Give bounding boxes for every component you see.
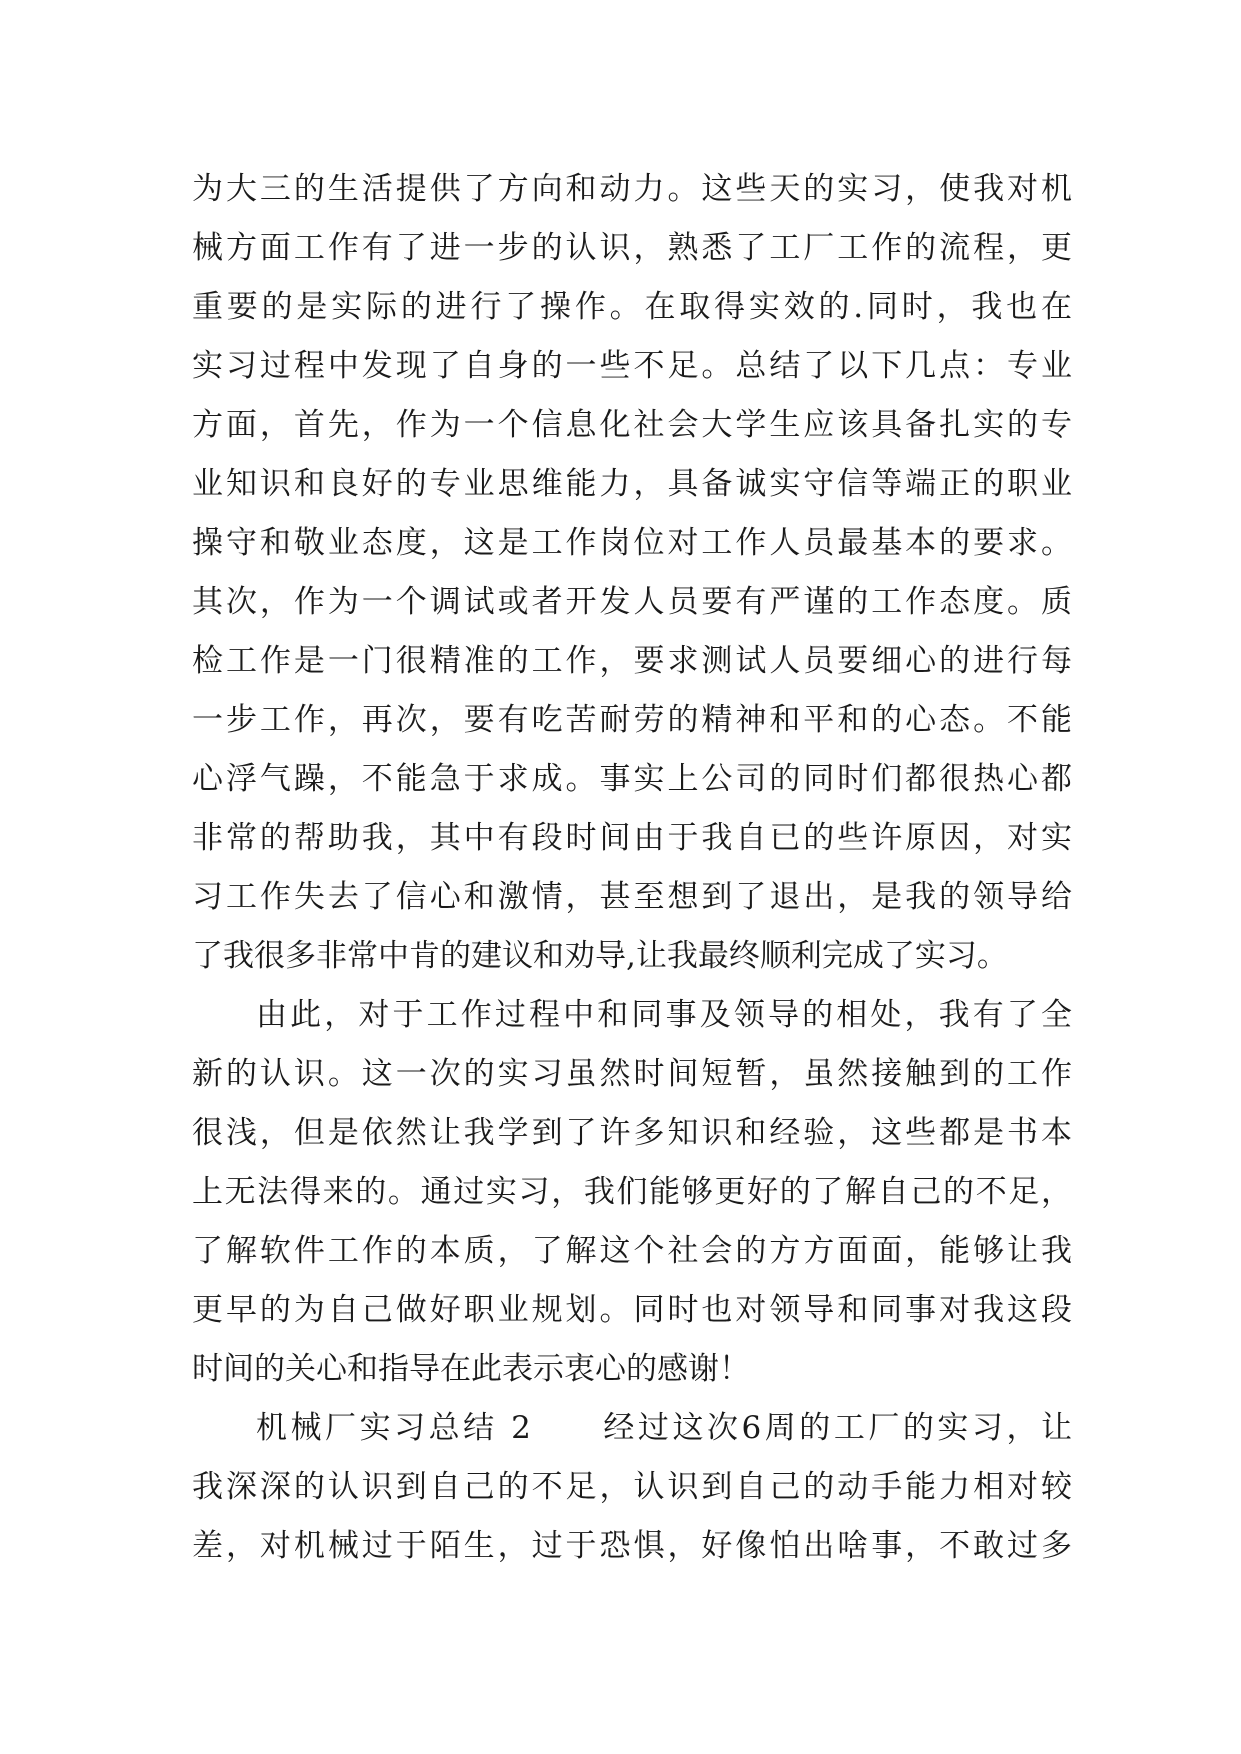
body-line: 机械厂实习总结 2 经过这次6周的工厂的实习，让 (256, 1410, 1072, 1446)
body-line: 更早的为自己做好职业规划。同时也对领导和同事对我这段 (192, 1292, 1072, 1328)
body-line: 检工作是一门很精准的工作，要求测试人员要细心的进行每 (192, 643, 1072, 679)
body-line: 一步工作，再次，要有吃苦耐劳的精神和平和的心态。不能 (192, 702, 1072, 738)
body-line: 上无法得来的。通过实习，我们能够更好的了解自己的不足， (192, 1174, 1072, 1210)
body-line: 操守和敬业态度，这是工作岗位对工作人员最基本的要求。 (192, 525, 1072, 561)
body-line: 方面，首先，作为一个信息化社会大学生应该具备扎实的专 (192, 407, 1072, 443)
body-line: 由此，对于工作过程中和同事及领导的相处，我有了全 (256, 997, 1072, 1033)
body-line: 械方面工作有了进一步的认识，熟悉了工厂工作的流程，更 (192, 230, 1072, 266)
body-line: 其次，作为一个调试或者开发人员要有严谨的工作态度。质 (192, 584, 1072, 620)
body-line: 重要的是实际的进行了操作。在取得实效的.同时，我也在 (192, 289, 1072, 325)
body-line: 我深深的认识到自己的不足，认识到自己的动手能力相对较 (192, 1469, 1072, 1505)
body-line: 心浮气躁，不能急于求成。事实上公司的同时们都很热心都 (192, 761, 1072, 797)
body-line: 实习过程中发现了自身的一些不足。总结了以下几点：专业 (192, 348, 1072, 384)
body-line: 差，对机械过于陌生，过于恐惧，好像怕出啥事，不敢过多 (192, 1528, 1072, 1564)
body-line: 非常的帮助我，其中有段时间由于我自已的些许原因，对实 (192, 820, 1072, 856)
body-line: 习工作失去了信心和激情，甚至想到了退出，是我的领导给 (192, 879, 1072, 915)
body-line: 很浅，但是依然让我学到了许多知识和经验，这些都是书本 (192, 1115, 1072, 1151)
document-body (192, 160, 1072, 1576)
body-line: 业知识和良好的专业思维能力，具备诚实守信等端正的职业 (192, 466, 1072, 502)
body-line: 了我很多非常中肯的建议和劝导,让我最终顺利完成了实习。 (192, 938, 1008, 974)
body-line: 新的认识。这一次的实习虽然时间短暂，虽然接触到的工作 (192, 1056, 1072, 1092)
body-line: 时间的关心和指导在此表示衷心的感谢！ (192, 1351, 750, 1387)
body-line: 了解软件工作的本质，了解这个社会的方方面面，能够让我 (192, 1233, 1072, 1269)
body-line: 为大三的生活提供了方向和动力。这些天的实习，使我对机 (192, 171, 1072, 207)
